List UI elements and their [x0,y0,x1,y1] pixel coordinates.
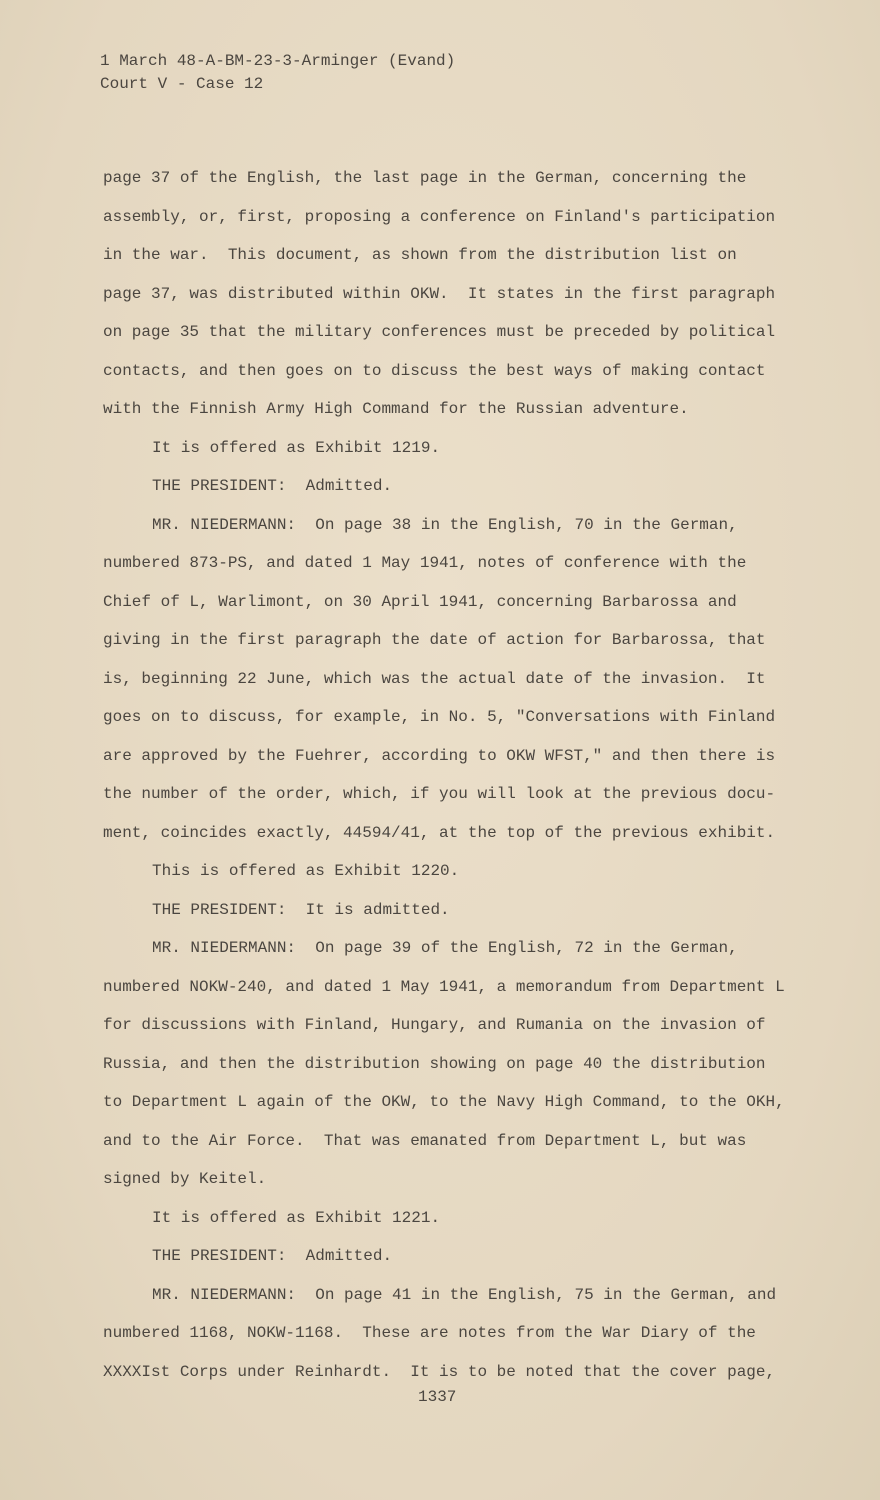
transcript-line: THE PRESIDENT: Admitted. [152,1247,393,1265]
transcript-line: in the war. This document, as shown from the distribution list on [103,246,737,264]
header-session-line: 1 March 48-A-BM-23-3-Arminger (Evand) [100,52,456,70]
transcript-line: with the Finnish Army High Command for the Russian adventure. [103,400,689,418]
header-court-case: Court V - Case 12 [100,75,264,93]
transcript-line: goes on to discuss, for example, in No. 5, "Conversations with Finland [103,708,776,726]
transcript-line: to Department L again of the OKW, to the Navy High Command, to the OKH, [103,1093,785,1111]
transcript-line: contacts, and then goes on to discuss the best ways of making contact [103,361,766,380]
transcript-line: are approved by the Fuehrer, according to OKW WFST," and then there is [103,746,776,765]
transcript-line: Chief of L, Warlimont, on 30 April 1941, concerning Barbarossa and [103,592,737,611]
transcript-line: THE PRESIDENT: Admitted. [152,477,393,495]
transcript-line: This is offered as Exhibit 1220. [152,862,460,880]
transcript-line: page 37, was distributed within OKW. It states in the first paragraph [103,284,776,303]
transcript-line: for discussions with Finland, Hungary, and Rumania on the invasion of [103,1016,766,1034]
transcript-line: giving in the first paragraph the date of action for Barbarossa, that [103,631,766,649]
transcript-line: on page 35 that the military conferences must be preceded by political [103,323,776,341]
page-number: 1337 [418,1388,457,1406]
transcript-line: numbered 1168, NOKW-1168. These are notes from the War Diary of the [103,1324,756,1342]
transcript-line: numbered 873-PS, and dated 1 May 1941, notes of conference with the [103,554,747,572]
transcript-line: signed by Keitel. [103,1170,267,1188]
transcript-line: MR. NIEDERMANN: On page 38 in the English, 70 in the German, [152,515,738,534]
transcript-line: page 37 of the English, the last page in the German, concerning the [103,169,747,187]
transcript-line: It is offered as Exhibit 1219. [152,438,441,457]
transcript-line: numbered NOKW-240, and dated 1 May 1941, a memorandum from Department L [103,977,785,996]
transcript-line: the number of the order, which, if you will look at the previous docu- [103,785,776,803]
transcript-line: THE PRESIDENT: It is admitted. [152,900,450,919]
transcript-line: assembly, or, first, proposing a conference on Finland's participation [103,207,776,226]
transcript-line: Russia, and then the distribution showing on page 40 the distribution [103,1054,766,1073]
transcript-line: XXXXIst Corps under Reinhardt. It is to be noted that the cover page, [103,1362,776,1381]
transcript-line: MR. NIEDERMANN: On page 41 in the English, 75 in the German, and [152,1285,777,1304]
transcript-line: It is offered as Exhibit 1221. [152,1208,441,1227]
transcript-line: ment, coincides exactly, 44594/41, at the top of the previous exhibit. [103,823,776,842]
transcript-body [103,166,785,1398]
transcript-line: MR. NIEDERMANN: On page 39 of the English, 72 in the German, [152,939,738,957]
transcript-line: and to the Air Force. That was emanated from Department L, but was [103,1131,747,1150]
transcript-line: is, beginning 22 June, which was the actual date of the invasion. It [103,669,766,688]
